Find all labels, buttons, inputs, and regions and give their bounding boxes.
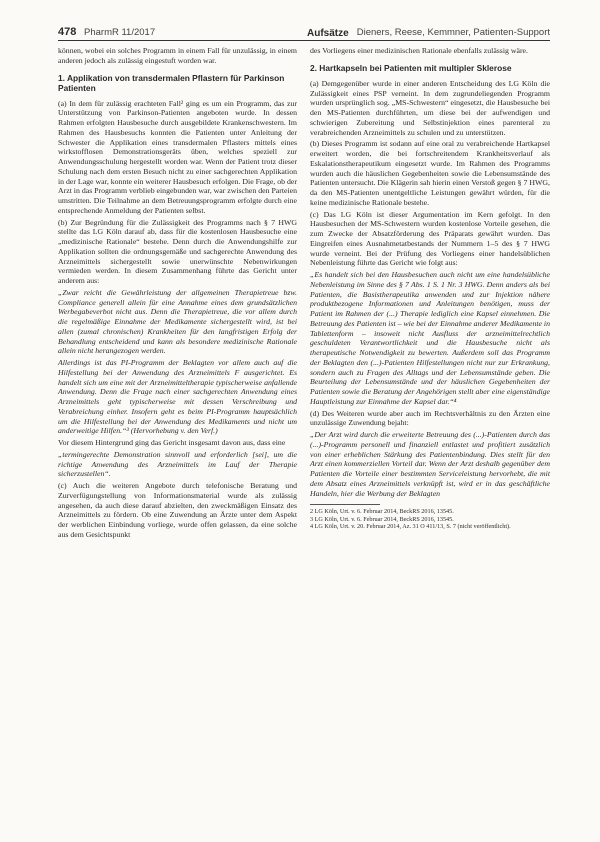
footnote-rule xyxy=(310,504,380,505)
journal-issue: PharmR 11/2017 xyxy=(84,27,156,38)
left-column xyxy=(58,46,297,542)
footnote: 2 LG Köln, Urt. v. 6. Februar 2014, BeckRS 2016, 13545. xyxy=(310,508,454,516)
right-column xyxy=(310,46,550,530)
paragraph: (d) Des Weiteren wurde aber auch im Rechtsverhältnis zu den Ärzten eine unzulässige Zuwendung bejaht: xyxy=(310,408,550,428)
footnote: 4 LG Köln, Urt. v. 20. Februar 2014, Az. 31 O 411/13, S. 7 (nicht veröffentlicht). xyxy=(310,523,511,531)
paragraph: können, wobei ein solches Programm in einem Fall für unzulässig, in einem anderen jedoch als zulässig eingestuft worden war. xyxy=(58,46,297,65)
paragraph: (b) Zur Begründung für die Zulässigkeit des Programms nach § 7 HWG stellte das LG Köln darauf ab, dass für die kostenlosen Hausbesuche eine „medizinische Rationale“ bestehe. Denn durch die Anwendungshilfe zur Applikation sollten die ordnungsgemäße und sachgerechte Anwendung des Arzneimittels sichergestellt sowie unerwünschte Nebenwirkungen vermieden werden. In diesem Zusammenhang führte das Gericht unter anderem aus: xyxy=(58,217,297,285)
paragraph: (a) In dem für zulässig erachteten Fall² ging es um ein Programm, das zur Unterstützung von Parkinson-Patienten angeboten wurde. In dessen Rahmen erfolgten Hausbesuche durch ausgebildete Krankenschwestern. Im Rahmen des Hausbesuchs konnten die Patienten unter Anleitung der Schwester die Applikation eines transdermalen Pflasters mittels eines wirkstofflosen Demonstrationsgeräts üben, welches speziell zur Anwendungsschulung hergestellt worden war. Wenn der Patient trotz dieser Schulung nach dem ersten Besuch nicht zu einer sachgerechten Applikation in der Lage war, konnte ein weiterer Hausbesuch erfolgen. Die Frage, ob der Arzt in das Programm verblieb eingebunden war, war zwischen den Parteien umstritten. Die Teilnahme an dem Betreuungsprogramm erfolgte durch eine entsprechende Anmeldung der Patienten selbst. xyxy=(58,98,297,215)
running-authors: Dieners, Reese, Kemmner, Patienten-Support xyxy=(356,27,550,38)
paragraph: des Vorliegens einer medizinischen Rationale ebenfalls zulässig wäre. xyxy=(310,46,528,55)
paragraph: (c) Das LG Köln ist dieser Argumentation im Kern gefolgt. In den Hausbesuchen der MS-Schwestern wurden kostenlose Vorteile gesehen, die zum Zwecke der Absatzförderung des Präparats gewährt wurden. Das Eingreifen eines Ausnahmetatbestands der Nummern 1–5 des § 7 HWG wurde verneint. Bei der Prüfung des Vorliegens einer handelsüblichen Nebenleistung führte das Gericht wie folgt aus: xyxy=(310,209,550,268)
quote: Allerdings ist das PI-Programm der Beklagten vor allem auch auf die Hilfestellung bei der Anwendung des Arzneimittels F ausgerichtet. Es handelt sich um eine mit der Arzneimitteltherapie typischerweise anfallende Anwendung. Denn die Frage nach einer sachgerechten Anwendung eines Arzneimittels geht typischerweise mit dessen Verschreibung und Verabreichung einher. Insofern geht es beim PI-Programm hauptsächlich um die Hilfestellung bei der Anwendung des Medikaments und nicht um anderweitige Hilfen.“³ (Hervorhebung v. den Verf.) xyxy=(58,358,297,436)
quote: „Es handelt sich bei den Hausbesuchen auch nicht um eine handelsübliche Nebenleistung im Sinne des § 7 Abs. 1 S. 1 Nr. 3 HWG. Denn anders als bei Patienten, die Basistherapeutika anwenden und zur Injektion nähere produktbezogene Informationen und Anleitungen benötigen, muss der Patient im Rahmen der (...) Therapie lediglich eine Kapsel einnehmen. Die Betreuung des Patienten ist – wie bei der Einnahme anderer Medikamente in Tablettenform – insoweit nicht Ausfluss der arzneimittelrechtlich geschuldeten Verantwortlichkeit und die Hausbesuche nicht als therapeutische Notwendigkeit zu bewerten. Außerdem soll das Programm der Beklagten den (...)-Patienten Hilfestellungen nicht nur zur Erkrankung, sondern auch zu Fragen des Alltags und der Lebensumstände geben. Die Beurteilung der Lebensumstände und der häuslichen Gegebenheiten der Patienten sowie die Beratung der Angehörigen stellt aber eine eigenständige Hauptleistung zur Einnahme der Kapsel dar.“⁴ xyxy=(310,270,550,406)
section-heading: 1. Applikation von transdermalen Pflastern für Parkinson Patienten xyxy=(58,72,285,93)
quote: „Zwar reicht die Gewährleistung der allgemeinen Therapietreue bzw. Compliance generell allein für eine Annahme eines dem grundsätzlichen Werbegabeverbot nicht aus. Denn die Therapietreue, die vor allem durch die regelmäßige Einnahme der Medikamente sichergestellt wird, ist bei allen (zumal chronischen) Krankheiten für den langfristigen Erfolg der Behandlung entscheidend und kann als besondere medizinische Rationale allein nicht herangezogen werden. xyxy=(58,287,297,356)
page-number: 478 xyxy=(58,26,77,38)
section-title: Aufsätze xyxy=(307,28,349,39)
paragraph: (a) Demgegenüber wurde in einer anderen Entscheidung des LG Köln die Zulässigkeit eines PSP verneint. In dem zugrundeliegenden Programm wurden ursprünglich sog. „MS-Schwestern“ eingesetzt, die Hausbesuche bei den MS-Patienten durchführten, um diese bei der aufwendigen und schwierigen Zubereitung und Selbstinjektion eines parenteral zu verabreichenden Arzneimittels zu schulen und zu unterstützen. xyxy=(310,78,550,137)
header-rule xyxy=(58,40,550,41)
paragraph: Vor diesem Hintergrund ging das Gericht insgesamt davon aus, dass eine xyxy=(58,438,286,447)
paragraph: (b) Dieses Programm ist sodann auf eine oral zu verabreichende Hartkapsel erweitert worden, die bei fortschreitendem Krankheitsverlauf als Eskalationstherapeutikum eingesetzt wurde. Im Rahmen des Programms wurden auch die häuslichen Gegebenheiten sowie die Lebensumstände des Patienten untersucht. Die Klägerin sah hierin einen Verstoß gegen § 7 HWG, da den MS-Patienten unentgeltliche Leistungen gewährt würden, für die keine medizinische Rationale bestehe. xyxy=(310,139,550,207)
section-heading: 2. Hartkapseln bei Patienten mit multipler Sklerose xyxy=(310,62,512,73)
quote: „termingerechte Demonstration sinnvoll und erforderlich [sei], um die richtige Anwendung des Arzneimittels im Lauf der Therapie sicherzustellen“. xyxy=(58,449,297,479)
footnote: 3 LG Köln, Urt. v. 6. Februar 2014, BeckRS 2016, 13545. xyxy=(310,515,454,523)
paragraph: (c) Auch die weiteren Angebote durch telefonische Beratung und Zurverfügungstellung von Informationsmaterial wurde als zulässig angesehen, da auch diese darauf abzielten, den zweckmäßigen Einsatz des Arzneimittels zu fördern. Ob eine Zuwendung an Ärzte unter dem Aspekt der werblichen Einbindung vorliege, wurde offen gelassen, da eine solche aus dem Gesichtspunkt xyxy=(58,481,297,539)
quote: „Der Arzt wird durch die erweiterte Betreuung des (...)-Patienten durch das (...)-Programm personell und finanziell entlastet und profitiert zusätzlich von einer erheblichen Stärkung des Patientenbindung. Dies stellt für den Arzt einen kommerziellen Vorteil dar. Wenn der Arzt deshalb gegenüber dem Patienten die Vorteile einer bestimmten Serviceleistung hervorhebt, die mit dem Absatz eines Arzneimittels verknüpft ist, wird er in das geschäftliche Handeln, hier die Werbung der Beklagten xyxy=(310,430,550,498)
page-header xyxy=(58,24,550,40)
